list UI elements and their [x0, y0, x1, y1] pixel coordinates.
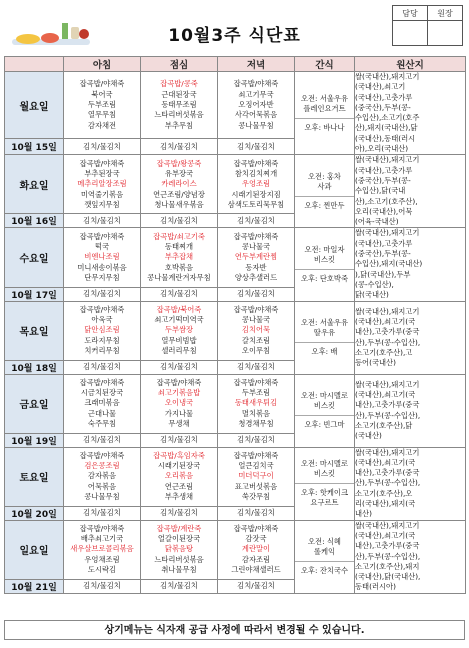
- kimchi-cell: 김치/물김치: [218, 139, 295, 155]
- kimchi-cell: 김치/물김치: [141, 360, 218, 374]
- menu-item: 느타리버섯볶음: [154, 110, 204, 120]
- approval-label-manager: 담당: [393, 6, 428, 21]
- kimchi-cell: 김치/물김치: [218, 506, 295, 520]
- menu-item: 잡곡밥/야채죽: [233, 79, 279, 89]
- menu-item: 동태찌개: [164, 242, 194, 252]
- menu-item: 근대된장국: [161, 89, 197, 99]
- breakfast-cell: [64, 374, 141, 433]
- dinner-cell: [218, 228, 295, 287]
- lunch-cell: [141, 447, 218, 506]
- menu-item: 잡곡밥/북어죽: [156, 304, 202, 314]
- header-day: [5, 57, 64, 72]
- date-label: 10월 17일: [5, 287, 64, 301]
- menu-item: 셀러리무침: [161, 345, 197, 355]
- breakfast-cell: [64, 155, 141, 214]
- snack-afternoon: 오후: 핫케이크 요구르트: [300, 488, 349, 508]
- menu-item: 오징어자반: [238, 100, 274, 110]
- breakfast-cell: [64, 301, 141, 360]
- page-title: 10월3주 식단표: [168, 26, 301, 46]
- menu-item: 닭안심조림: [84, 325, 120, 335]
- snack-morning: 오전: 마일자 비스킷: [295, 245, 354, 270]
- menu-item: 쇠고기볶음밥: [157, 388, 201, 398]
- menu-item: 삼색도토리묵무침: [227, 199, 285, 209]
- menu-item: 동태무조림: [161, 100, 197, 110]
- snack-cell: [295, 520, 355, 593]
- kimchi-cell: 김치/물김치: [141, 506, 218, 520]
- kimchi-cell: 김치/물김치: [64, 579, 141, 593]
- origin-cell: 쌀(국내산),돼지고기 (국내산),쇠고기(국 내산),고춧가루(중국 산),두부(콩-수입산), 소고기(호주산),오 리(국내산),돼지(국 내산): [355, 447, 466, 520]
- day-row: [5, 520, 466, 579]
- menu-item: 잡곡밥/야채죽: [233, 523, 279, 533]
- dinner-cell: [218, 72, 295, 139]
- menu-item: 잡곡밥/야채죽: [233, 377, 279, 387]
- snack-afternoon: 오후: 바나나: [304, 122, 345, 132]
- day-row: [5, 447, 466, 506]
- lunch-cell: [141, 520, 218, 579]
- menu-item: 동태새우튀김: [234, 398, 278, 408]
- menu-item: 청경채무침: [238, 418, 274, 428]
- snack-cell: [295, 447, 355, 520]
- approval-label-director: 원장: [428, 6, 463, 21]
- menu-item: 잡곡밥/야채죽: [233, 231, 279, 241]
- menu-item: 콩나물계란겨자무침: [147, 272, 211, 282]
- snack-afternoon: 오후: 단호박죽: [300, 273, 349, 283]
- origin-cell: 쌀(국내산),돼지고기 (국내산),고춧가루 (중국산),두부(콩- 수입산),닭(국내 산),소고기(호주산), 오리(국내산),어묵 (어육-국내산): [355, 155, 466, 228]
- snack-cell: [295, 155, 355, 228]
- menu-item: 감잣국: [245, 534, 267, 544]
- day-label: 목요일: [5, 301, 64, 360]
- menu-item: 김치어묵: [241, 325, 271, 335]
- menu-item: 잡곡밥/야채죽: [79, 79, 125, 89]
- menu-item: 카레라이스: [161, 179, 197, 189]
- date-label: 10월 20일: [5, 506, 64, 520]
- menu-item: 참치김치찌개: [234, 168, 278, 178]
- menu-table: [4, 56, 466, 594]
- menu-item: 시래기된장지짐: [231, 189, 281, 199]
- snack-cell: [295, 72, 355, 155]
- menu-item: 아욱국: [91, 315, 113, 325]
- date-label: 10월 16일: [5, 214, 64, 228]
- menu-item: 잡곡밥/왕콩죽: [156, 158, 202, 168]
- day-label: 일요일: [5, 520, 64, 579]
- dinner-cell: [218, 301, 295, 360]
- footer-notice: 상기메뉴는 식자재 공급 사정에 따라서 변경될 수 있습니다.: [4, 620, 465, 640]
- menu-item: 부추생채: [164, 492, 194, 501]
- menu-item: 콩나물국: [241, 315, 271, 325]
- menu-item: 검은콩조림: [84, 461, 120, 471]
- snack-afternoon: 오후: 잔치국수: [300, 566, 349, 576]
- approval-sign-director[interactable]: [428, 21, 463, 46]
- dinner-cell: [218, 374, 295, 433]
- date-label: 10월 15일: [5, 139, 64, 155]
- breakfast-cell: [64, 447, 141, 506]
- menu-item: 근대나물: [87, 408, 117, 418]
- menu-item: 잡곡밥/야채죽: [79, 450, 125, 460]
- date-label: 10월 19일: [5, 433, 64, 447]
- day-row: [5, 155, 466, 214]
- menu-item: 갈치조림: [241, 335, 271, 345]
- menu-item: 우엉채조림: [84, 554, 120, 564]
- menu-item: 잡곡밥/흑임자죽: [153, 450, 205, 460]
- menu-item: 잡곡밥/야채죽: [79, 523, 125, 533]
- menu-item: 오리볶음: [164, 471, 194, 481]
- day-label: 화요일: [5, 155, 64, 214]
- menu-item: 도라지무침: [84, 335, 120, 345]
- menu-item: 잡곡밥/야채죽: [156, 377, 202, 387]
- menu-item: 그린야채샐러드: [231, 565, 281, 575]
- lunch-cell: [141, 228, 218, 287]
- day-row: [5, 301, 466, 360]
- menu-item: 감자채전: [87, 120, 117, 130]
- snack-afternoon: 오후: 빈그마: [304, 420, 345, 430]
- day-row: [5, 228, 466, 287]
- breakfast-cell: [64, 72, 141, 139]
- menu-item: 깻잎지무침: [84, 199, 120, 209]
- menu-item: 북어국: [91, 89, 113, 99]
- approval-box: [392, 5, 463, 46]
- menu-item: 잡곡밥/야채죽: [79, 377, 125, 387]
- menu-item: 연근조림/양념장: [153, 189, 205, 199]
- origin-cell: 쌀(국내산),돼지고기 (국내산),쇠고기 (국내산),고춧가루 (중국산),두부(콩- 수입산),소고기(호주 산),돼지(국내산),닭 (국내산),동태(러시 아),오리(국내산): [355, 72, 466, 155]
- menu-item: 느타리버섯볶음: [154, 554, 204, 564]
- kimchi-cell: 김치/물김치: [64, 360, 141, 374]
- menu-item: 콩나물무침: [84, 492, 120, 501]
- menu-item: 시래기된장국: [157, 461, 201, 471]
- menu-item: 단무지무침: [84, 272, 120, 282]
- menu-item: 잡곡밥/계란죽: [156, 523, 202, 533]
- menu-item: 숙주무침: [87, 418, 117, 428]
- menu-item: 유부장국: [164, 168, 194, 178]
- lunch-cell: [141, 301, 218, 360]
- menu-item: 계란말이: [241, 544, 271, 554]
- kimchi-cell: 김치/물김치: [141, 433, 218, 447]
- snack-cell: [295, 228, 355, 301]
- origin-cell: 쌀(국내산),돼지고기 (국내산),고춧가루 (중국산),두부(콩- 수입산),돼지(국내산) ),닭(국내산),두부 (콩-수입산), 닭(국내산): [355, 228, 466, 301]
- day-row: [5, 374, 466, 433]
- date-label: 10월 18일: [5, 360, 64, 374]
- menu-item: 얼갈이된장국: [157, 534, 201, 544]
- kimchi-cell: 김치/물김치: [64, 214, 141, 228]
- day-row: [5, 72, 466, 139]
- menu-item: 오이무침: [241, 345, 271, 355]
- kimchi-cell: 김치/물김치: [141, 287, 218, 301]
- menu-item: 어묵볶음: [87, 481, 117, 491]
- menu-item: 얼큰김치국: [238, 461, 274, 471]
- kimchi-cell: 김치/물김치: [218, 579, 295, 593]
- menu-item: 표고버섯볶음: [234, 481, 278, 491]
- menu-item: 부추된장국: [84, 168, 120, 178]
- snack-morning: 오전: 식혜 롤케익: [295, 537, 354, 562]
- menu-item: 연두부계란찜: [234, 252, 278, 262]
- menu-item: 잡곡밥/야채죽: [233, 158, 279, 168]
- menu-item: 가지나물: [164, 408, 194, 418]
- menu-item: 취나물무침: [161, 565, 197, 575]
- lunch-cell: [141, 155, 218, 214]
- breakfast-cell: [64, 520, 141, 579]
- menu-item: 양상추샐러드: [234, 272, 278, 282]
- snack-morning: 오전: 마시멜로 비스킷: [295, 459, 354, 484]
- menu-item: 잡곡밥/야채죽: [233, 304, 279, 314]
- menu-item: 떡국: [94, 242, 110, 252]
- menu-item: 부추잡채: [164, 252, 194, 262]
- header-origin: 원산지: [355, 57, 466, 72]
- dinner-cell: [218, 447, 295, 506]
- kimchi-cell: 김치/물김치: [218, 360, 295, 374]
- dinner-cell: [218, 520, 295, 579]
- menu-item: 멸치볶음: [241, 408, 271, 418]
- date-label: 10월 21일: [5, 579, 64, 593]
- header-breakfast: 아침: [64, 57, 141, 72]
- breakfast-cell: [64, 228, 141, 287]
- header-snack: 간식: [295, 57, 355, 72]
- day-label: 월요일: [5, 72, 64, 139]
- menu-item: 미역줄기볶음: [80, 189, 124, 199]
- snack-cell: [295, 301, 355, 374]
- menu-item: 잡곡밥/쇠고기죽: [153, 231, 205, 241]
- menu-item: 도시락김: [87, 565, 117, 575]
- menu-item: 비엔나조림: [84, 252, 120, 262]
- menu-item: 잡곡밥/콩죽: [160, 79, 198, 89]
- day-label: 수요일: [5, 228, 64, 287]
- kimchi-cell: 김치/물김치: [218, 287, 295, 301]
- menu-item: 우엉조림: [241, 179, 271, 189]
- approval-sign-manager[interactable]: [393, 21, 428, 46]
- lunch-cell: [141, 374, 218, 433]
- kimchi-cell: 김치/물김치: [218, 433, 295, 447]
- kimchi-cell: 김치/물김치: [218, 214, 295, 228]
- kimchi-cell: 김치/물김치: [141, 214, 218, 228]
- menu-item: 오이냉국: [164, 398, 194, 408]
- menu-item: 호박볶음: [164, 262, 194, 272]
- menu-item: 부추무침: [164, 120, 194, 130]
- kimchi-cell: 김치/물김치: [64, 139, 141, 155]
- menu-item: 사각어묵볶음: [234, 110, 278, 120]
- lunch-cell: [141, 72, 218, 139]
- menu-item: 두부조림: [241, 388, 271, 398]
- snack-afternoon: 오후: 찐만두: [304, 200, 345, 210]
- header-row: [5, 57, 466, 72]
- snack-cell: [295, 374, 355, 447]
- kimchi-cell: 김치/물김치: [64, 506, 141, 520]
- menu-item: 잡곡밥/야채죽: [79, 158, 125, 168]
- kimchi-cell: 김치/물김치: [141, 579, 218, 593]
- snack-morning: 오전: 홍차 사과: [295, 172, 354, 197]
- day-label: 금요일: [5, 374, 64, 433]
- header: [4, 3, 465, 53]
- menu-item: 배추쇠고기국: [80, 534, 124, 544]
- menu-item: 미더덕구이: [238, 471, 274, 481]
- kimchi-cell: 김치/물김치: [64, 287, 141, 301]
- menu-item: 잡곡밥/야채죽: [233, 450, 279, 460]
- menu-item: 닭볶음탕: [164, 544, 194, 554]
- menu-item: 크래미볶음: [84, 398, 120, 408]
- menu-item: 쇠고기무국: [238, 89, 274, 99]
- menu-item: 두부쌈장: [164, 325, 194, 335]
- menu-item: 미니새송이볶음: [77, 262, 127, 272]
- menu-item: 청나물새우볶음: [154, 199, 204, 209]
- menu-item: 연근조림: [164, 481, 194, 491]
- header-dinner: 저녁: [218, 57, 295, 72]
- menu-item: 콩나물무침: [238, 120, 274, 130]
- menu-item: 열무무침: [87, 110, 117, 120]
- menu-item: 잡곡밥/야채죽: [79, 304, 125, 314]
- menu-item: 메추리알장조림: [77, 179, 127, 189]
- menu-item: 쑥갓무침: [241, 492, 271, 501]
- menu-item: 새우살브로콜리볶음: [70, 544, 134, 554]
- snack-afternoon: 오후: 배: [311, 347, 338, 357]
- kimchi-cell: 김치/물김치: [64, 433, 141, 447]
- snack-morning: 오전: 서울우유 딸우유: [295, 318, 354, 343]
- menu-item: 시금치된장국: [80, 388, 124, 398]
- menu-item: 치커리무침: [84, 345, 120, 355]
- snack-morning: 오전: 서울우유 플레인요거트: [295, 94, 354, 119]
- menu-item: 두부조림: [87, 100, 117, 110]
- origin-cell: 쌀(국내산),돼지고기 (국내산),쇠고기(국 내산),고춧가루(중국 산),두부(콩-수입산), 소고기(호주산),돼지 (국내산),닭(국내산), 동태(러시아): [355, 520, 466, 593]
- menu-item: 동자반: [245, 262, 267, 272]
- day-label: 토요일: [5, 447, 64, 506]
- header-lunch: 점심: [141, 57, 218, 72]
- menu-item: 감자조림: [241, 554, 271, 564]
- menu-item: 쇠고기떡미역국: [154, 315, 204, 325]
- origin-cell: 쌀(국내산),돼지고기 (국내산),쇠고기(국 내산),고춧가루(중국 산),두부(콩-수입산), 소고기(호주산),고 등어(국내산): [355, 301, 466, 374]
- menu-item: 콩나물국: [241, 242, 271, 252]
- snack-morning: 오전: 마시멜로 비스킷: [295, 391, 354, 416]
- menu-item: 잡곡밥/야채죽: [79, 231, 125, 241]
- menu-item: 무생채: [168, 418, 190, 428]
- kimchi-cell: 김치/물김치: [141, 139, 218, 155]
- origin-cell: 쌀(국내산),돼지고기 (국내산),쇠고기(국 내산),고춧가루(중국 산),두부(콩-수입산), 소고기(호주산),닭 (국내산): [355, 374, 466, 447]
- menu-item: 열무비빔밥: [161, 335, 197, 345]
- menu-item: 감자볶음: [87, 471, 117, 481]
- dinner-cell: [218, 155, 295, 214]
